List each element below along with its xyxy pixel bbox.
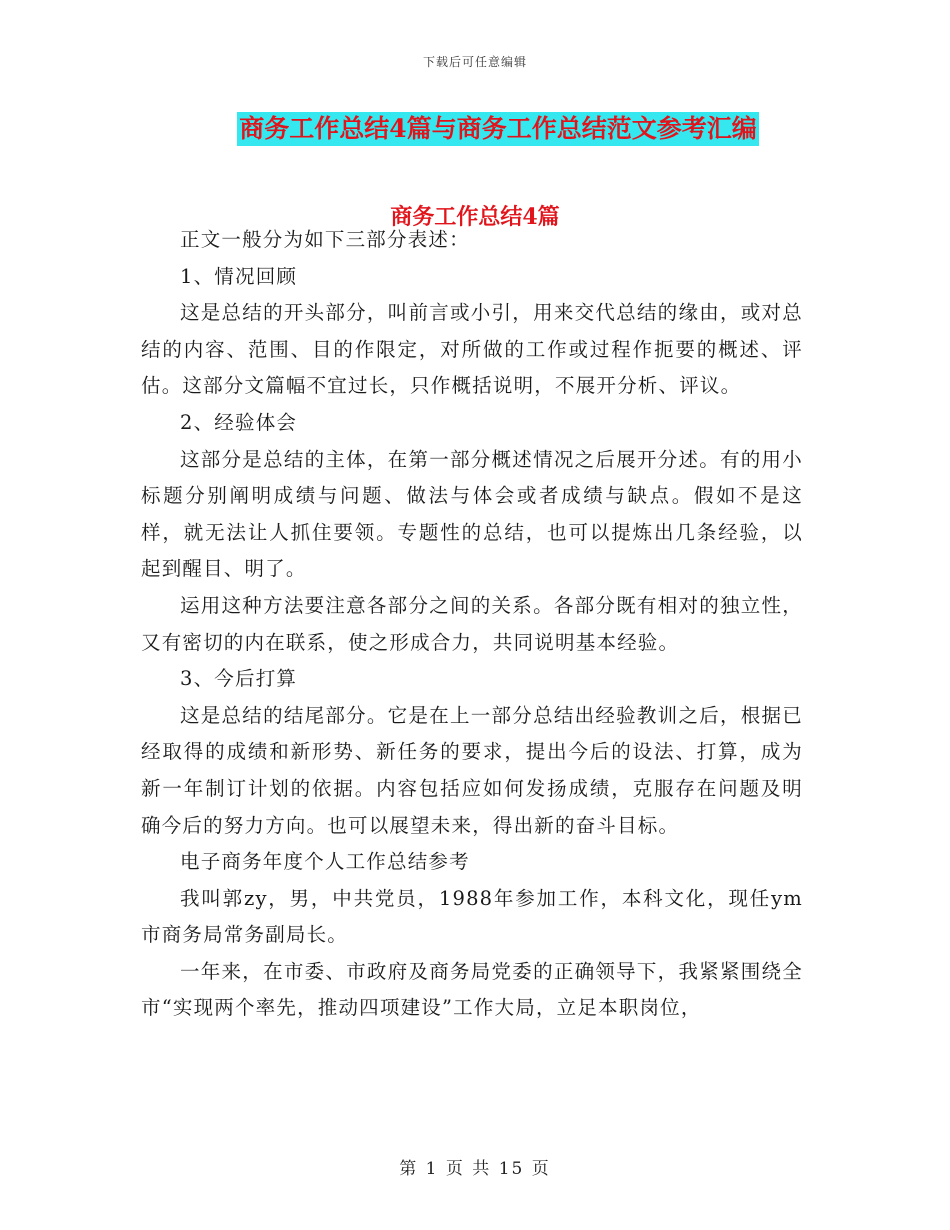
- paragraph: 2、经验体会: [180, 410, 298, 434]
- page-number: 第 1 页 共 15 页: [399, 1159, 551, 1179]
- paragraph: 我叫郭zy，男，中共党员，1988年参加工作，本科文化，现任ym市商务局常务副局长。: [141, 886, 803, 947]
- paragraph: 这是总结的结尾部分。它是在上一部分总结出经验教训之后，根据已经取得的成绩和新形势、新任务的要求，提出今后的设法、打算，成为新一年制订计划的依据。内容包括应如何发扬成绩，克服存在问题及明确今后的努力方向。也可以展望未来，得出新的奋斗目标。: [141, 703, 803, 837]
- paragraph: 3、今后打算: [180, 667, 298, 691]
- paragraph: 这是总结的开头部分，叫前言或小引，用来交代总结的缘由，或对总结的内容、范围、目的作限定，对所做的工作或过程作扼要的概述、评估。这部分文篇幅不宜过长，只作概括说明，不展开分析、评议。: [141, 301, 803, 398]
- main-title-container: [0, 112, 950, 146]
- section-title: 商务工作总结4篇: [390, 204, 560, 230]
- paragraph: 一年来，在市委、市政府及商务局党委的正确领导下，我紧紧围绕全市“实现两个率先，推动四项建设”工作大局，立足本职岗位，: [141, 959, 803, 1020]
- paragraph: 运用这种方法要注意各部分之间的关系。各部分既有相对的独立性，又有密切的内在联系，使之形成合力，共同说明基本经验。: [141, 593, 803, 654]
- paragraph: 这部分是总结的主体，在第一部分概述情况之后展开分述。有的用小标题分别阐明成绩与问题、做法与体会或者成绩与缺点。假如不是这样，就无法让人抓住要领。专题性的总结，也可以提炼出几条经验，以起到醒目、明了。: [141, 447, 803, 581]
- paragraph: 正文一般分为如下三部分表述：: [180, 228, 470, 251]
- body-text: [141, 222, 803, 1027]
- paragraph: 电子商务年度个人工作总结参考: [180, 850, 470, 874]
- main-title: 商务工作总结4篇与商务工作总结范文参考汇编: [237, 112, 758, 146]
- paragraph: 1、情况回顾: [180, 264, 298, 288]
- header-note: 下载后可任意编辑: [422, 55, 527, 69]
